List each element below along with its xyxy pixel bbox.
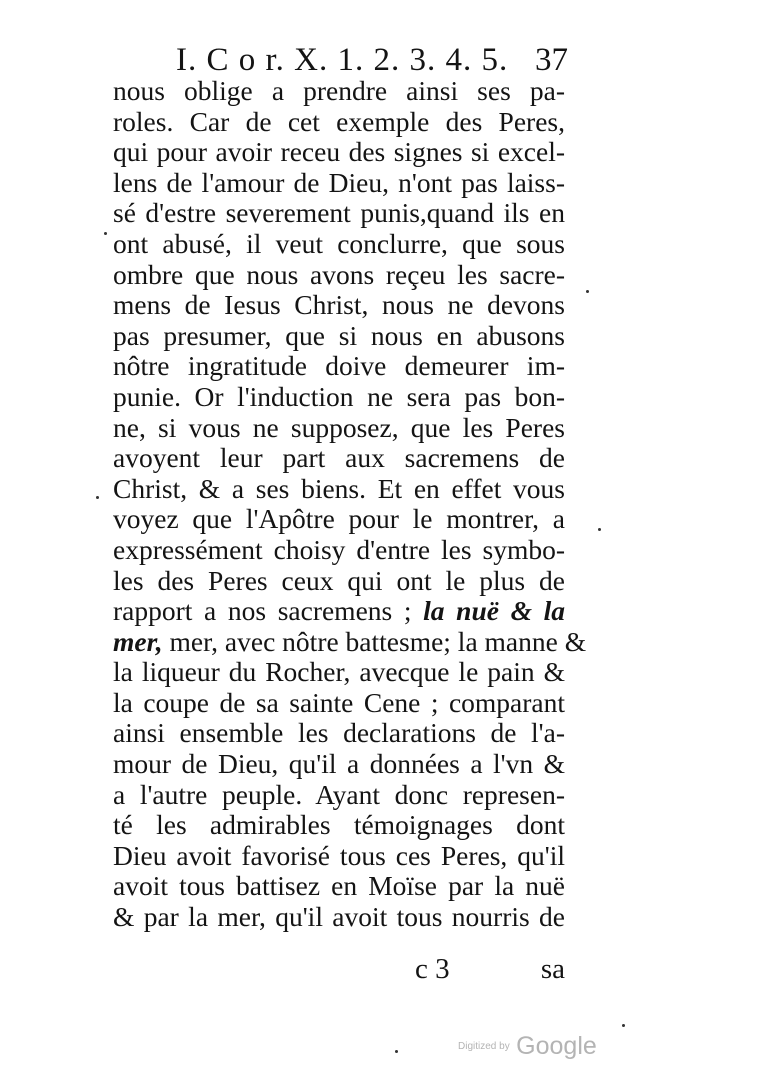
ink-speck	[96, 496, 99, 499]
text-line-12: ne, si vous ne supposez, que les Peres	[113, 411, 565, 443]
text-line-19	[113, 625, 587, 658]
text-line-2: roles. Car de cet exemple des Peres,	[113, 105, 565, 137]
text-line-14: Christ, & a ses biens. Et en effet vous	[113, 472, 565, 504]
text-line-11: punie. Or l'induction ne sera pas bon-	[113, 380, 565, 412]
text-line-25: té les admirables témoignages dont	[113, 809, 565, 841]
ink-speck	[586, 290, 589, 293]
italic-phrase: la nuë & la	[423, 595, 566, 627]
signature-mark: c 3	[415, 953, 450, 985]
text-line-22: ainsi ensemble les declarations de l'a-	[113, 717, 565, 749]
text-line-3: qui pour avoir receu des signes si excel-	[113, 136, 565, 168]
text-line-27: avoit tous battisez en Moïse par la nuë	[113, 870, 565, 902]
text-line-23: mour de Dieu, qu'il a données a l'vn &	[113, 748, 565, 780]
digitization-watermark	[458, 1032, 597, 1061]
text-line-15: voyez que l'Apôtre pour le montrer, a	[113, 503, 565, 535]
text-line-26: Dieu avoit favorisé tous ces Peres, qu'il	[113, 839, 565, 871]
body-text	[113, 75, 587, 933]
text-line-21: la coupe de sa sainte Cene ; comparant	[113, 686, 565, 718]
chapter-reference: I. C o r. X. 1. 2. 3. 4. 5.	[176, 42, 509, 78]
catchline	[113, 951, 565, 987]
watermark-brand: Google	[516, 1032, 597, 1060]
ink-speck	[104, 232, 107, 235]
text-line-18	[113, 596, 565, 627]
catchword: sa	[540, 953, 565, 985]
text-line-17: les des Peres ceux qui ont le plus de	[113, 564, 565, 596]
text-line-19-roman: mer, avec nôtre battesme; la manne &	[169, 625, 587, 657]
text-line-28: & par la mer, qu'il avoit tous nourris de	[113, 901, 565, 933]
ink-speck	[622, 1024, 625, 1027]
text-line-4: lens de l'amour de Dieu, n'ont pas laiss-	[113, 166, 565, 198]
watermark-prefix: Digitized by	[458, 1041, 510, 1052]
page-number: 37	[535, 42, 568, 78]
ink-speck	[598, 528, 601, 531]
text-line-10: nôtre ingratitude doive demeurer im-	[113, 350, 565, 382]
text-line-16: expressément choisy d'entre les symbo-	[113, 533, 565, 565]
text-line-20: la liqueur du Rocher, avecque le pain &	[113, 656, 565, 688]
italic-phrase-continued: mer,	[113, 625, 163, 657]
ink-speck	[395, 1050, 398, 1053]
text-line-8: mens de Iesus Christ, nous ne devons	[113, 289, 565, 321]
running-head	[118, 40, 568, 80]
text-line-24: a l'autre peuple. Ayant donc represen-	[113, 778, 565, 810]
text-line-6: ont abusé, il veut conclurre, que sous	[113, 227, 565, 259]
text-line-5: sé d'estre severement punis,quand ils en	[113, 197, 565, 229]
text-line-13: avoyent leur part aux sacremens de	[113, 442, 565, 474]
text-line-9: pas presumer, que si nous en abusons	[113, 319, 565, 351]
text-line-7: ombre que nous avons reçeu les sacre-	[113, 258, 565, 290]
text-line-1: nous oblige a prendre ainsi ses pa-	[113, 75, 565, 106]
text-line-18-roman: rapport a nos sacremens ;	[113, 595, 412, 627]
